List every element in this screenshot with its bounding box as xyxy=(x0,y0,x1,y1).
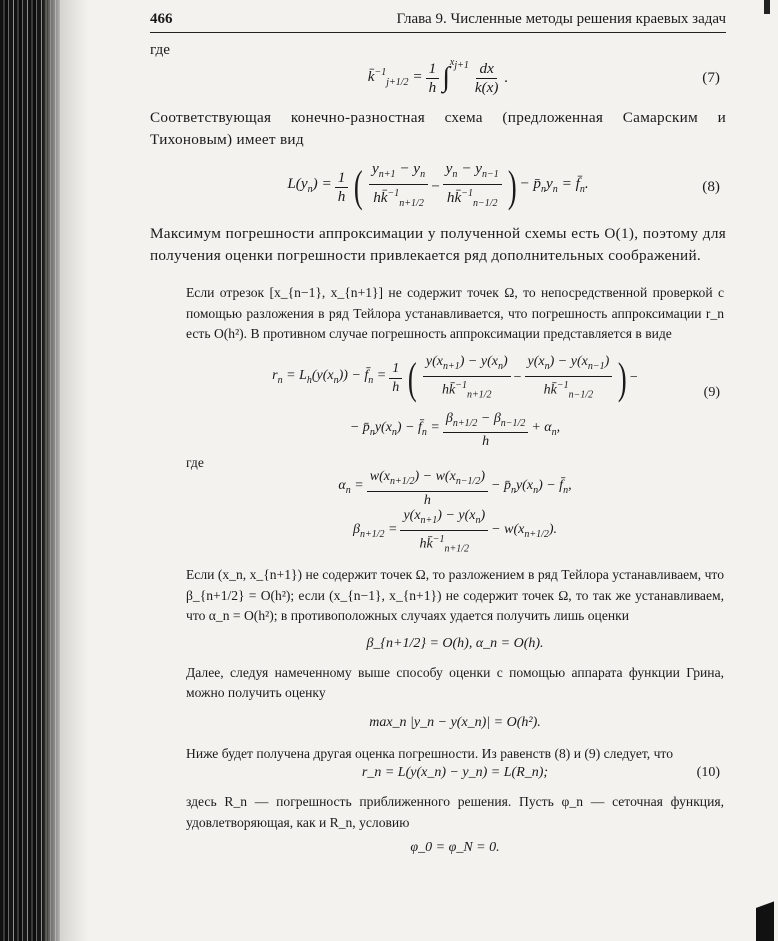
paragraph-another: Ниже будет получена другая оценка погрешности. Из равенств (8) и (9) следует, что xyxy=(186,745,673,761)
scan-corner xyxy=(756,881,774,941)
equation-phi: φ_0 = φ_N = 0. xyxy=(410,839,500,855)
chapter-title: Глава 9. Численные методы решения краевых задач xyxy=(396,11,726,27)
equation-number: (10) xyxy=(696,764,720,780)
equation-estimates: β_{n+1/2} = O(h), α_n = O(h). xyxy=(366,636,544,652)
equation-9-line2: − $p̄_ny(x_n)$ − $f̄_n$ = $\frac{\beta_{n+1/2} - \beta_{n-1/2}}{h}$ + $\alpha_n$, (9) xyxy=(349,384,720,450)
paragraph-estimates: Если (x_n, x_{n+1}) не содержит точек Ω, то разложением в ряд Тейлора устанавливаем, что β_{n+1/2} = O(h²); если (x_{n−1}, x_{n+1}) не содержит точек Ω, то так же устанавливаем, что α_n = O(h²); в противоположных случаях удается получить лишь оценки xyxy=(186,567,724,623)
paragraph-taylor: Если отрезок [x_{n−1}, x_{n+1}] не содержит точек Ω, то непосредственной проверкой с помощью разложения в ряд Тейлора устанавливается, что погрешность аппроксимации r_n есть O(h²). В противном случае погрешность аппроксимации представляется в виде xyxy=(186,285,724,341)
equation-7: k̄$^{-1}_{j+1/2}$ = $\frac{1}{h}$ ∫ $x_{j+1}$ $\frac{dx}{k(x)}$ . (7) xyxy=(367,56,720,96)
equation-10 xyxy=(150,760,726,786)
scan-shadow xyxy=(48,0,88,941)
book-page xyxy=(150,8,726,863)
paragraph-max-error: Максимум погрешности аппроксимации у полученной схемы есть O(1), поэтому для получения оценки погрешности привлекается ряд дополнительных соображений. xyxy=(150,225,726,264)
equation-beta: $\beta_{n+1/2}$ = $\frac{y(x_{n+1}) - y(x_n)}{hk̄^{-1}_{n+1/2}}$ − $w(x_{n+1/2})$. xyxy=(352,508,558,555)
equation-8: $L(y_n)$ = $\frac{1}{h}$ ( $\frac{y_{n+1} - y_n}{hk̄^{-1}_{n+1/2}}$ − $\frac{y_n - y_{n-1}}{hk̄^{-1}_{n-1/2}}$ ) − $p̄_ny_n$ = $f̄_n$. (8) xyxy=(287,160,720,211)
paragraph-green: Далее, следуя намеченному выше способу оценки с помощью аппарата функции Грина, можно получить оценку xyxy=(186,664,724,700)
paragraph-scheme: Соответствующая конечно-разностная схема (предложенная Самарским и Тихоновым) имеет вид xyxy=(150,109,726,148)
equation-10-body: r_n = L(y(x_n) − y_n) = L(R_n); xyxy=(361,764,549,780)
running-header xyxy=(150,8,726,33)
equation-number: (8) xyxy=(702,178,720,195)
equation-number: (7) xyxy=(702,69,720,86)
equation-max: max_n |y_n − y(x_n)| = O(h²). xyxy=(369,715,541,731)
equation-9-line1: $r_n = L_h(y(x_n))$ − $f̄_n$ = $\frac{1}{h}$ ( $\frac{y(x_{n+1}) - y(x_n)}{hk̄^{-1}_{n+1/2}}$ − $\frac{y(x_n) - y(x_{n-1})}{hk̄^{-1}_{n-1/2}}$ ) − xyxy=(272,353,638,403)
equation-alpha: $\alpha_n$ = $\frac{w(x_{n+1/2}) - w(x_{n-1/2})}{h}$ − $p̄_ny(x_n)$ − $f̄_n$, xyxy=(338,469,572,508)
scan-mark xyxy=(764,0,770,14)
word-where-2: где xyxy=(186,454,204,470)
equation-number: (9) xyxy=(703,384,720,400)
word-where: где xyxy=(150,41,170,58)
paragraph-grid-function: здесь R_n — погрешность приближенного решения. Пусть φ_n — сеточная функция, удовлетворяющая, как и R_n, условию xyxy=(186,794,724,830)
page-number: 466 xyxy=(150,11,173,27)
